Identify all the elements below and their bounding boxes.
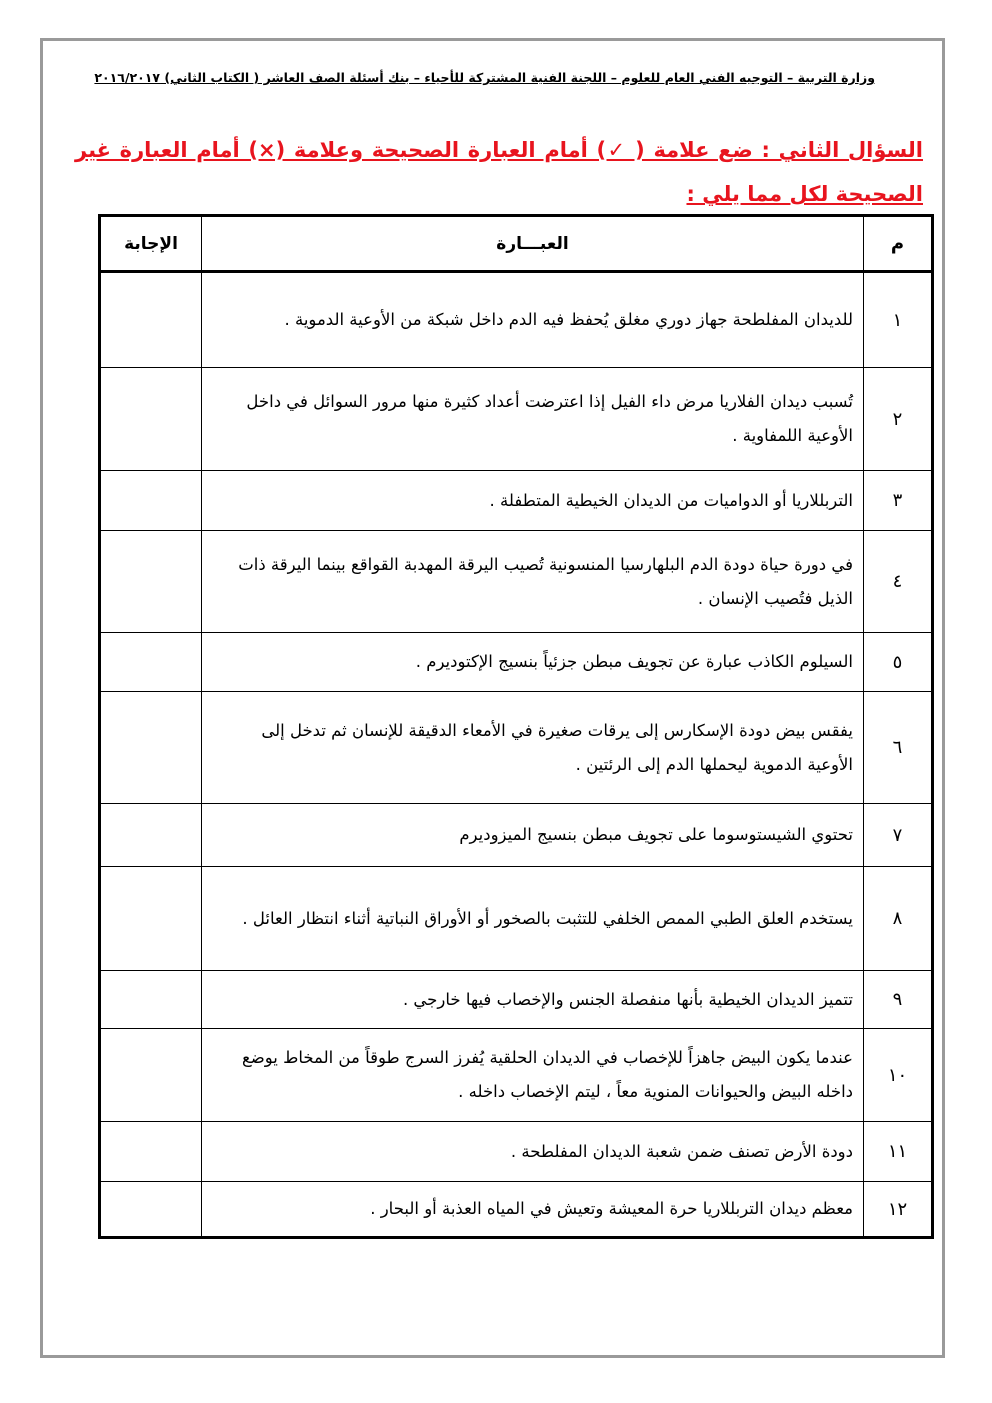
row-number: ١٠ xyxy=(864,1029,933,1122)
table-row xyxy=(100,531,933,633)
row-number: ٦ xyxy=(864,692,933,804)
row-number: ٤ xyxy=(864,531,933,633)
table-row xyxy=(100,867,933,971)
answer-cell[interactable] xyxy=(100,368,202,471)
header-statement: العبـــارة xyxy=(202,216,864,272)
row-statement: تُسبب ديدان الفلاريا مرض داء الفيل إذا اعترضت أعداد كثيرة منها مرور السوائل في داخل الأوعية اللمفاوية . xyxy=(202,368,864,471)
answer-cell[interactable] xyxy=(100,1182,202,1238)
table-row xyxy=(100,804,933,867)
question-title: السؤال الثاني : ضع علامة ( ✓) أمام العبارة الصحيحة وعلامة (×) أمام العبارة غير الصحيحة لكل مما يلي : xyxy=(75,138,923,206)
answer-cell[interactable] xyxy=(100,633,202,692)
row-statement: تحتوي الشيستوسوما على تجويف مبطن بنسيج الميزوديرم xyxy=(202,804,864,867)
row-statement: التربللاريا أو الدواميات من الديدان الخيطية المتطفلة . xyxy=(202,471,864,531)
answer-cell[interactable] xyxy=(100,692,202,804)
document-header: وزارة التربية – التوجيه الفني العام للعلوم – اللجنة الفنية المشتركة للأحياء – بنك أسئلة الصف العاشر ( الكتاب الثاني) ٢٠١٦/٢٠١٧ xyxy=(94,70,875,85)
row-number: ١١ xyxy=(864,1122,933,1182)
answer-cell[interactable] xyxy=(100,867,202,971)
row-statement: للديدان المفلطحة جهاز دوري مغلق يُحفظ فيه الدم داخل شبكة من الأوعية الدموية . xyxy=(202,272,864,368)
answer-cell[interactable] xyxy=(100,1029,202,1122)
table-row xyxy=(100,368,933,471)
answer-cell[interactable] xyxy=(100,1122,202,1182)
answer-cell[interactable] xyxy=(100,272,202,368)
table-row xyxy=(100,971,933,1029)
row-number: ١ xyxy=(864,272,933,368)
row-number: ٢ xyxy=(864,368,933,471)
answer-cell[interactable] xyxy=(100,804,202,867)
row-statement: معظم ديدان التربللاريا حرة المعيشة وتعيش في المياه العذبة أو البحار . xyxy=(202,1182,864,1238)
row-statement: يستخدم العلق الطبي الممص الخلفي للتثبت بالصخور أو الأوراق النباتية أثناء انتظار العائل . xyxy=(202,867,864,971)
table-row xyxy=(100,1122,933,1182)
table-row xyxy=(100,692,933,804)
row-number: ٣ xyxy=(864,471,933,531)
header-number: م xyxy=(864,216,933,272)
row-statement: السيلوم الكاذب عبارة عن تجويف مبطن جزئياً بنسيج الإكتوديرم . xyxy=(202,633,864,692)
row-statement: عندما يكون البيض جاهزاً للإخصاب في الديدان الحلقية يُفرز السرج طوقاً من المخاط يوضع داخله البيض والحيوانات المنوية معاً ، ليتم الإخصاب داخله . xyxy=(202,1029,864,1122)
table-row xyxy=(100,1029,933,1122)
row-statement: في دورة حياة دودة الدم البلهارسيا المنسونية تُصيب اليرقة المهدبة القواقع بينما اليرقة ذات الذيل فتُصيب الإنسان . xyxy=(202,531,864,633)
table-row xyxy=(100,272,933,368)
row-statement: تتميز الديدان الخيطية بأنها منفصلة الجنس والإخصاب فيها خارجي . xyxy=(202,971,864,1029)
row-number: ٨ xyxy=(864,867,933,971)
row-statement: دودة الأرض تصنف ضمن شعبة الديدان المفلطحة . xyxy=(202,1122,864,1182)
answer-cell[interactable] xyxy=(100,971,202,1029)
row-number: ٧ xyxy=(864,804,933,867)
answer-cell[interactable] xyxy=(100,471,202,531)
statements-table xyxy=(98,214,934,1239)
table-header-row xyxy=(100,216,933,272)
row-number: ١٢ xyxy=(864,1182,933,1238)
row-statement: يفقس بيض دودة الإسكارس إلى يرقات صغيرة في الأمعاء الدقيقة للإنسان ثم تدخل إلى الأوعية الدموية ليحملها الدم إلى الرئتين . xyxy=(202,692,864,804)
row-number: ٩ xyxy=(864,971,933,1029)
answer-cell[interactable] xyxy=(100,531,202,633)
table-row xyxy=(100,1182,933,1238)
table-row xyxy=(100,471,933,531)
row-number: ٥ xyxy=(864,633,933,692)
table-row xyxy=(100,633,933,692)
header-answer: الإجابة xyxy=(100,216,202,272)
